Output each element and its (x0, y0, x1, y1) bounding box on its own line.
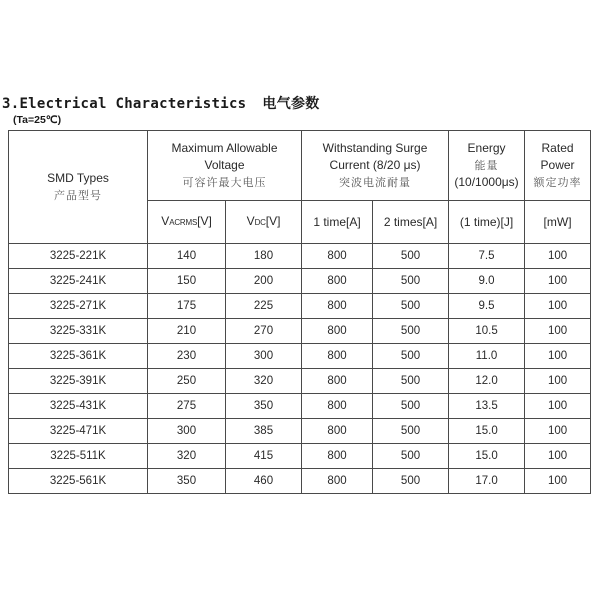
cell-energy: 7.5 (449, 244, 525, 269)
cell-i1: 800 (302, 244, 373, 269)
cell-type: 3225-361K (9, 344, 148, 369)
cell-power: 100 (525, 369, 591, 394)
table-row (9, 344, 591, 369)
table-row (9, 469, 591, 494)
table-row (9, 319, 591, 344)
cell-vdc: 460 (226, 469, 302, 494)
header-row-main (9, 131, 591, 201)
cell-i2: 500 (373, 469, 449, 494)
table-row (9, 369, 591, 394)
cell-i1: 800 (302, 444, 373, 469)
cell-vdc: 350 (226, 394, 302, 419)
cell-i2: 500 (373, 394, 449, 419)
header-vdc: VDC[V] (226, 201, 302, 244)
header-surge-current: Withstanding Surge Current (8/20 μs) 突波电流耐量 (302, 131, 449, 201)
cell-type: 3225-391K (9, 369, 148, 394)
table-row (9, 269, 591, 294)
cell-i1: 800 (302, 319, 373, 344)
table-row (9, 294, 591, 319)
cell-vdc: 225 (226, 294, 302, 319)
cell-i1: 800 (302, 344, 373, 369)
cell-i1: 800 (302, 394, 373, 419)
cell-i1: 800 (302, 369, 373, 394)
cell-power: 100 (525, 319, 591, 344)
cell-power: 100 (525, 269, 591, 294)
cell-power: 100 (525, 344, 591, 369)
cell-vac: 250 (148, 369, 226, 394)
cell-power: 100 (525, 294, 591, 319)
cell-i2: 500 (373, 244, 449, 269)
header-vacrms: VACRMS[V] (148, 201, 226, 244)
cell-vac: 275 (148, 394, 226, 419)
cell-i1: 800 (302, 419, 373, 444)
header-rated-power: Rated Power 额定功率 (525, 131, 591, 201)
cell-i1: 800 (302, 294, 373, 319)
cell-energy: 10.5 (449, 319, 525, 344)
cell-type: 3225-511K (9, 444, 148, 469)
cell-i2: 500 (373, 269, 449, 294)
cell-type: 3225-241K (9, 269, 148, 294)
cell-vac: 230 (148, 344, 226, 369)
cell-vac: 150 (148, 269, 226, 294)
cell-type: 3225-471K (9, 419, 148, 444)
cell-type: 3225-331K (9, 319, 148, 344)
cell-vac: 320 (148, 444, 226, 469)
cell-type: 3225-221K (9, 244, 148, 269)
cell-power: 100 (525, 469, 591, 494)
cell-power: 100 (525, 444, 591, 469)
cell-type: 3225-271K (9, 294, 148, 319)
header-energy-unit: (1 time)[J] (449, 201, 525, 244)
cell-power: 100 (525, 394, 591, 419)
cell-vdc: 385 (226, 419, 302, 444)
cell-energy: 9.0 (449, 269, 525, 294)
table-row (9, 419, 591, 444)
cell-vdc: 320 (226, 369, 302, 394)
cell-vdc: 200 (226, 269, 302, 294)
cell-energy: 15.0 (449, 444, 525, 469)
cell-vac: 210 (148, 319, 226, 344)
section-title-en: 3.Electrical Characteristics (2, 96, 247, 112)
cell-vac: 300 (148, 419, 226, 444)
cell-energy: 12.0 (449, 369, 525, 394)
cell-i2: 500 (373, 419, 449, 444)
header-smd-types: SMD Types 产品型号 (9, 131, 148, 244)
cell-i2: 500 (373, 344, 449, 369)
cell-power: 100 (525, 244, 591, 269)
table-row (9, 244, 591, 269)
header-surge-1-time: 1 time[A] (302, 201, 373, 244)
table-row (9, 444, 591, 469)
cell-i2: 500 (373, 294, 449, 319)
header-surge-2-times: 2 times[A] (373, 201, 449, 244)
electrical-characteristics-table (8, 130, 591, 494)
cell-energy: 17.0 (449, 469, 525, 494)
cell-i1: 800 (302, 469, 373, 494)
cell-i1: 800 (302, 269, 373, 294)
cell-i2: 500 (373, 319, 449, 344)
cell-type: 3225-561K (9, 469, 148, 494)
cell-vac: 350 (148, 469, 226, 494)
cell-vdc: 300 (226, 344, 302, 369)
header-energy: Energy 能量 (10/1000μs) (449, 131, 525, 201)
cell-energy: 15.0 (449, 419, 525, 444)
header-power-unit: [mW] (525, 201, 591, 244)
cell-energy: 13.5 (449, 394, 525, 419)
cell-i2: 500 (373, 444, 449, 469)
cell-vdc: 415 (226, 444, 302, 469)
table-row (9, 394, 591, 419)
temperature-condition: (Ta=25℃) (13, 114, 62, 126)
cell-energy: 9.5 (449, 294, 525, 319)
cell-vac: 175 (148, 294, 226, 319)
cell-type: 3225-431K (9, 394, 148, 419)
cell-i2: 500 (373, 369, 449, 394)
cell-power: 100 (525, 419, 591, 444)
section-title-cn: 电气参数 (262, 96, 320, 112)
cell-vdc: 270 (226, 319, 302, 344)
cell-vdc: 180 (226, 244, 302, 269)
section-title (2, 93, 320, 113)
cell-vac: 140 (148, 244, 226, 269)
header-max-voltage: Maximum Allowable Voltage 可容许最大电压 (148, 131, 302, 201)
cell-energy: 11.0 (449, 344, 525, 369)
